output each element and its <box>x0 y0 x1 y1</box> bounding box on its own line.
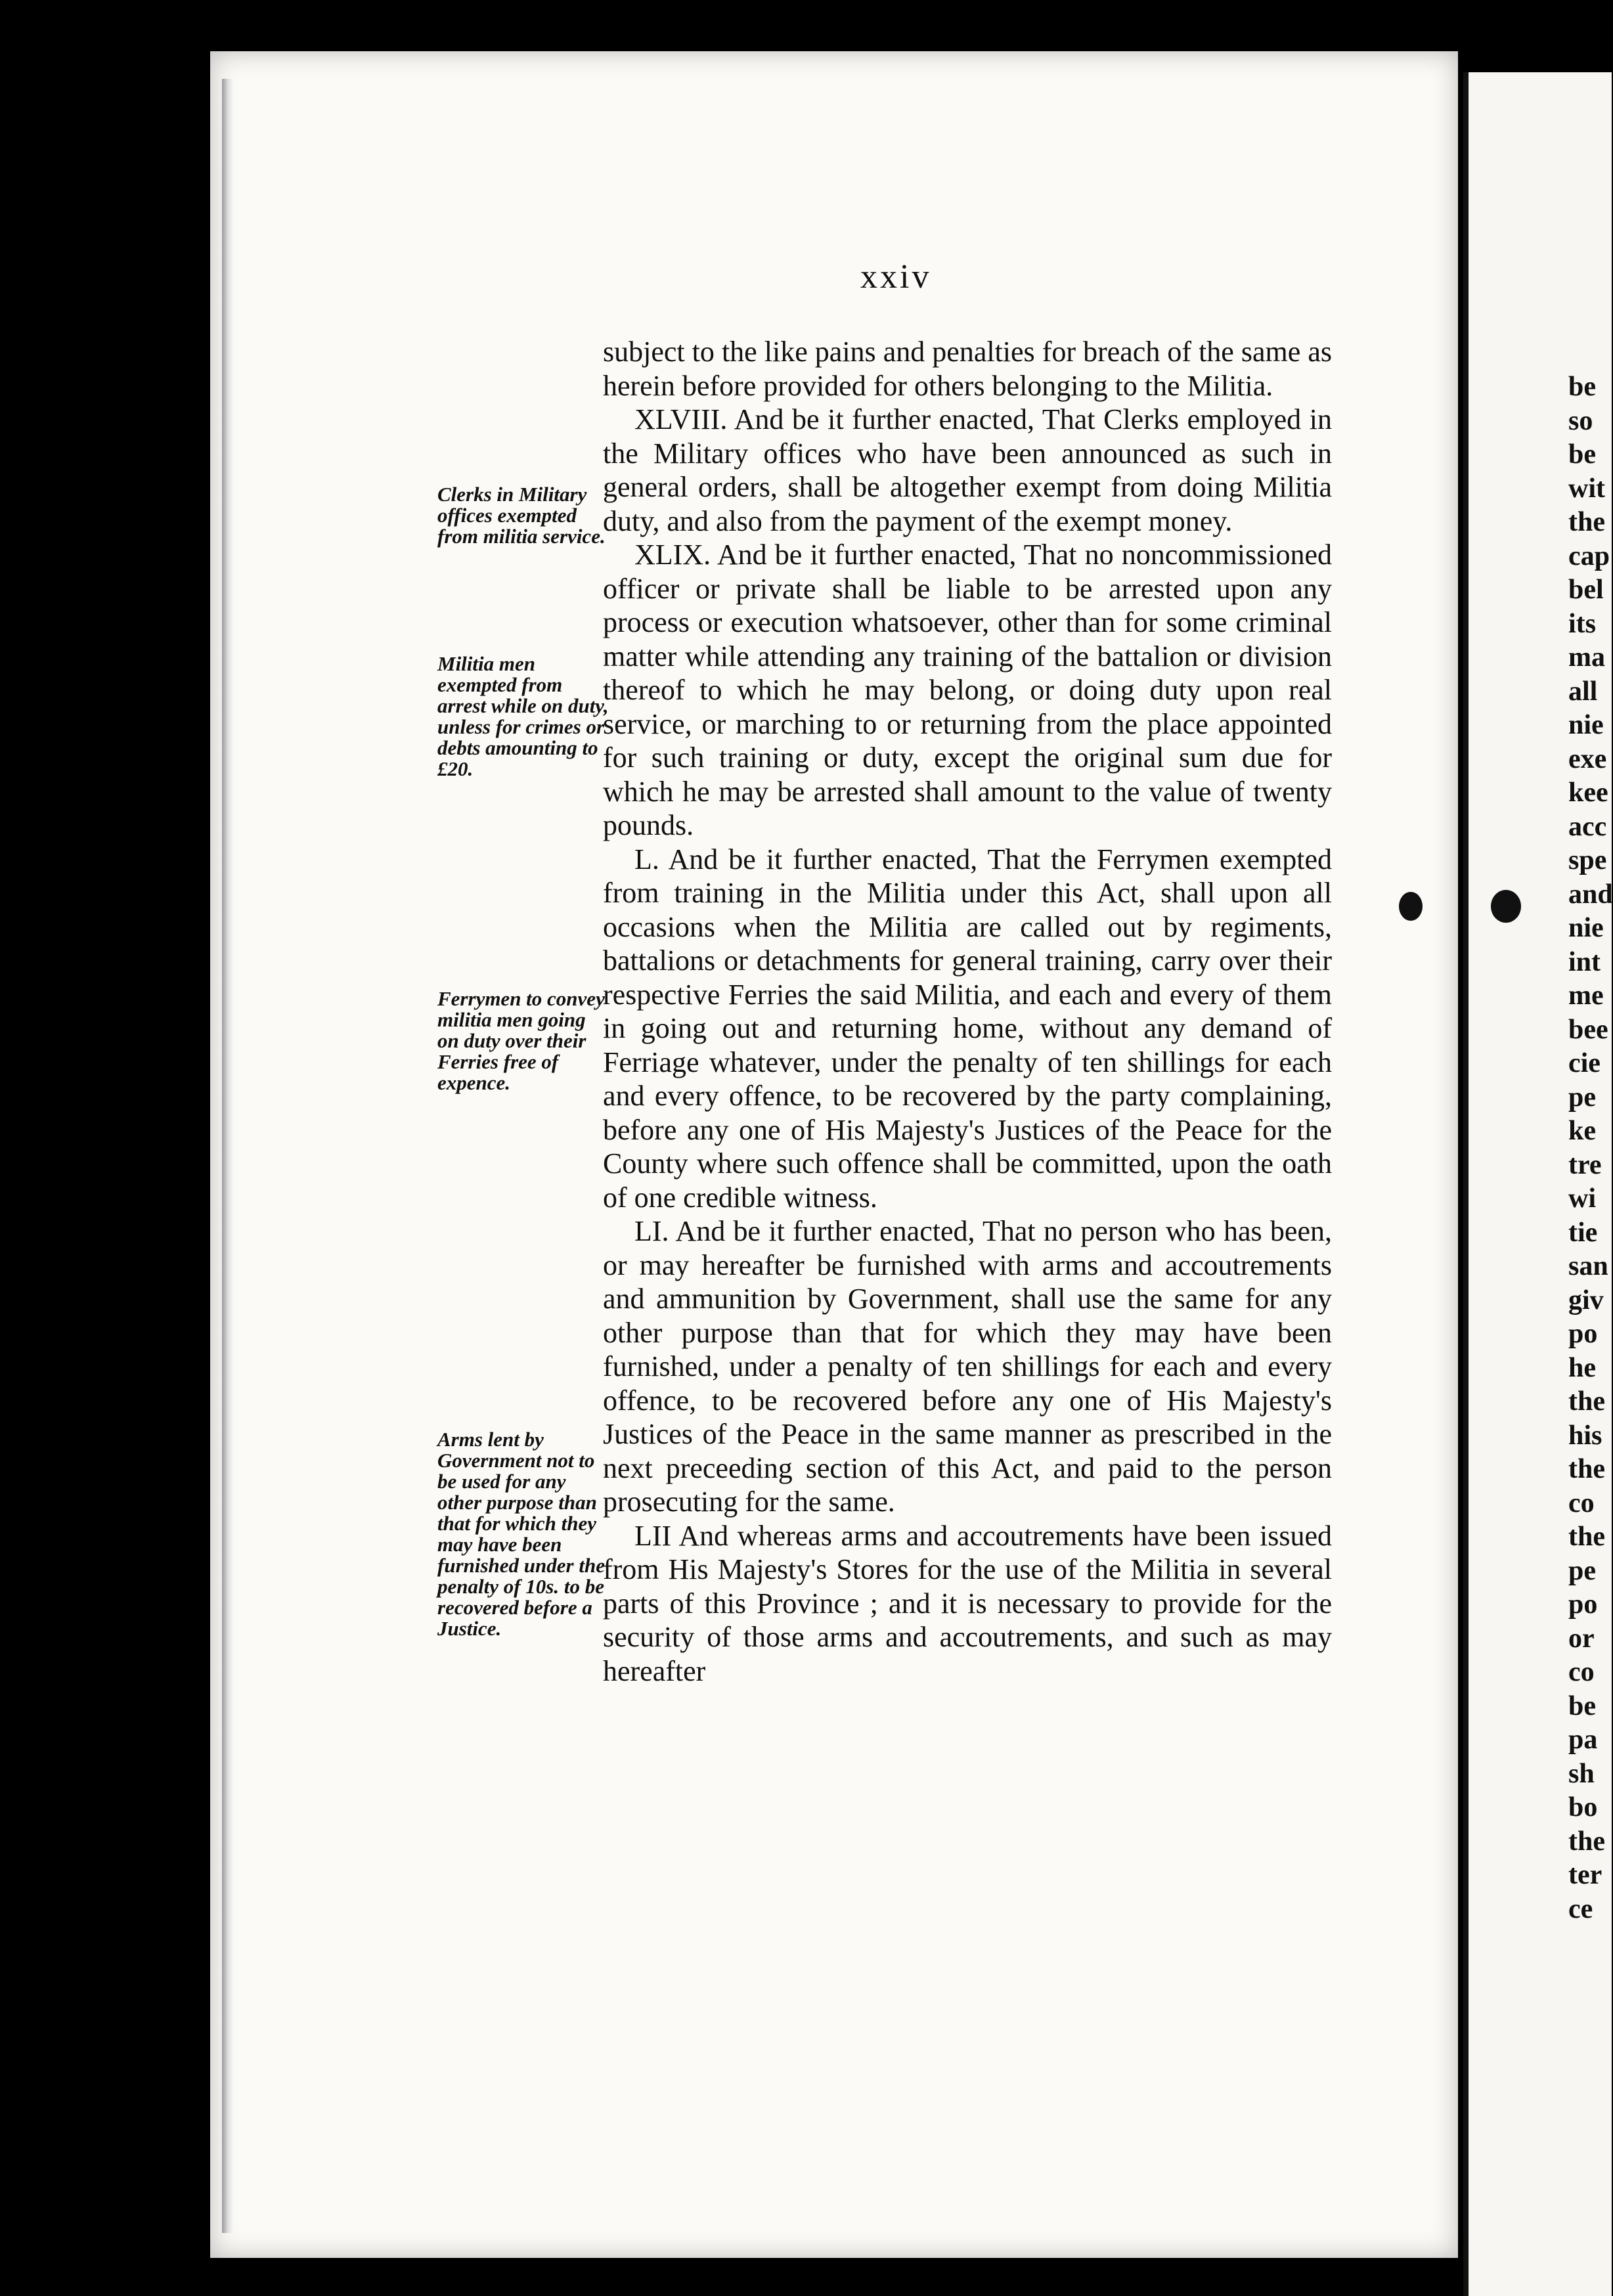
facing-page-fragment: pe <box>1568 1082 1596 1113</box>
facing-page-fragment: int <box>1568 946 1601 977</box>
facing-page-fragment: co <box>1568 1657 1595 1687</box>
side-note-ferrymen: Ferrymen to convey militia men going on duty over their Ferries free of expence. <box>437 987 605 1094</box>
facing-page-fragment: its <box>1568 608 1596 639</box>
section-48: XLVIII. And be it further enacted, That Clerks employed in the Military offices who have been announced as such in general orders, shall be altogether exempt from doing Militia duty, and also from the payment of the exempt money. <box>603 403 1332 537</box>
facing-page-fragment: ke <box>1568 1116 1596 1146</box>
facing-page-fragment: the <box>1568 1522 1605 1552</box>
facing-page-fragment: nie <box>1568 913 1604 943</box>
facing-page-fragment: and <box>1568 879 1613 910</box>
paragraph-continuation: subject to the like pains and penalties for breach of the same as herein before provided for others belonging to the Militia. <box>603 336 1332 402</box>
facing-page-fragment: cie <box>1568 1048 1601 1078</box>
ink-blot <box>1399 892 1423 921</box>
facing-page-fragment: pa <box>1568 1725 1598 1755</box>
page-gutter-shadow <box>222 79 234 2233</box>
facing-page-fragment: bo <box>1568 1792 1598 1822</box>
facing-page-fragment: he <box>1568 1352 1596 1383</box>
facing-page-fragment: ce <box>1568 1893 1593 1924</box>
section-49: XLIX. And be it further enacted, That no noncommissioned officer or private shall be liable to be arrested upon any process or execution whatsoever, other than for some criminal matter while attending any training of the battalion or division thereof to which he may belong, or doing duty upon real service, or marching to or returning from the place appointed for such training or duty, except the original sum due for which he may be arrested shall amount to the value of twenty pounds. <box>603 539 1332 841</box>
facing-page-fragment: or <box>1568 1623 1595 1654</box>
ink-blot <box>1491 890 1521 923</box>
facing-page-fragment: po <box>1568 1589 1598 1620</box>
section-50: L. And be it further enacted, That the Ferrymen exempted from training in the Militia under this Act, shall upon all occasions when the Militia are called out by regiments, battalions or detachments for general training, carry over their respective Ferries the said Militia, and each and every of them in going out and returning home, without any demand of Ferriage whatever, under the penalty of ten shillings for each and every offence, to be recovered by the party complaining, before any one of His Majesty's Justices of the Peace for the County where such offence shall be committed, upon the oath of one credible witness. <box>603 843 1332 1214</box>
facing-page-fragment: tie <box>1568 1217 1598 1248</box>
facing-page-fragment: spe <box>1568 845 1607 875</box>
facing-page-fragment: kee <box>1568 778 1608 808</box>
side-note-militia-arrest: Militia men exempted from arrest while on duty, unless for crimes or debts amounting to £20. <box>437 652 609 780</box>
facing-page-fragment: be <box>1568 439 1596 470</box>
side-note-arms: Arms lent by Government not to be used for any other purpose than that for which they may have been furnished under the penalty of 10s. to be recovered before a Justice. <box>437 1428 605 1640</box>
facing-page-fragment: so <box>1568 405 1593 436</box>
facing-page-fragment: be <box>1568 1690 1596 1721</box>
main-text <box>603 335 1332 1688</box>
facing-page-fragment: cap <box>1568 541 1610 571</box>
section-51: LI. And be it further enacted, That no person who has been, or may hereafter be furnished with arms and accoutrements and ammunition by Government, shall use the same for any other purpose than that for which they may have been furnished, under a penalty of ten shillings for each and every offence, to be recovered before any one of His Majesty's Justices of the Peace in the same manner as prescribed in the next preceeding section of this Act, and paid to the person prosecuting for the same. <box>603 1215 1332 1518</box>
facing-page-fragment: ma <box>1568 642 1605 673</box>
facing-page-fragment: co <box>1568 1488 1595 1518</box>
section-52: LII And whereas arms and accoutrements have been issued from His Majesty's Stores for the use of the Militia in several parts of this Province ; and it is necessary to provide for the security of those arms and accoutrements, and such as may hereafter <box>603 1519 1332 1687</box>
facing-page-fragment: ter <box>1568 1860 1602 1890</box>
facing-page-fragment: pe <box>1568 1555 1596 1586</box>
facing-page-fragment: exe <box>1568 743 1607 774</box>
facing-page-fragment: tre <box>1568 1149 1602 1180</box>
facing-page-fragment: bee <box>1568 1014 1608 1045</box>
facing-page-fragment: the <box>1568 1386 1605 1417</box>
facing-page-fragment: be <box>1568 372 1596 402</box>
facing-page-fragment: the <box>1568 507 1605 537</box>
facing-page-fragment: wi <box>1568 1183 1596 1214</box>
facing-page-fragment: the <box>1568 1454 1605 1484</box>
facing-page-fragment: po <box>1568 1319 1598 1349</box>
facing-page-fragment: me <box>1568 981 1604 1011</box>
facing-page-fragments <box>1568 370 1613 1926</box>
facing-page-fragment: giv <box>1568 1285 1604 1315</box>
facing-page-fragment: his <box>1568 1420 1602 1451</box>
facing-page-fragment: the <box>1568 1826 1605 1857</box>
facing-page-fragment: san <box>1568 1251 1608 1281</box>
facing-page-fragment: bel <box>1568 575 1604 605</box>
facing-page-fragment: nie <box>1568 710 1604 740</box>
facing-page-fragment: wit <box>1568 473 1605 504</box>
page-number: xxiv <box>860 258 932 296</box>
facing-page-fragment: sh <box>1568 1758 1595 1789</box>
facing-page-fragment: acc <box>1568 811 1607 842</box>
side-note-clerks: Clerks in Military offices exempted from militia service. <box>437 483 606 548</box>
facing-page-fragment: all <box>1568 676 1598 707</box>
